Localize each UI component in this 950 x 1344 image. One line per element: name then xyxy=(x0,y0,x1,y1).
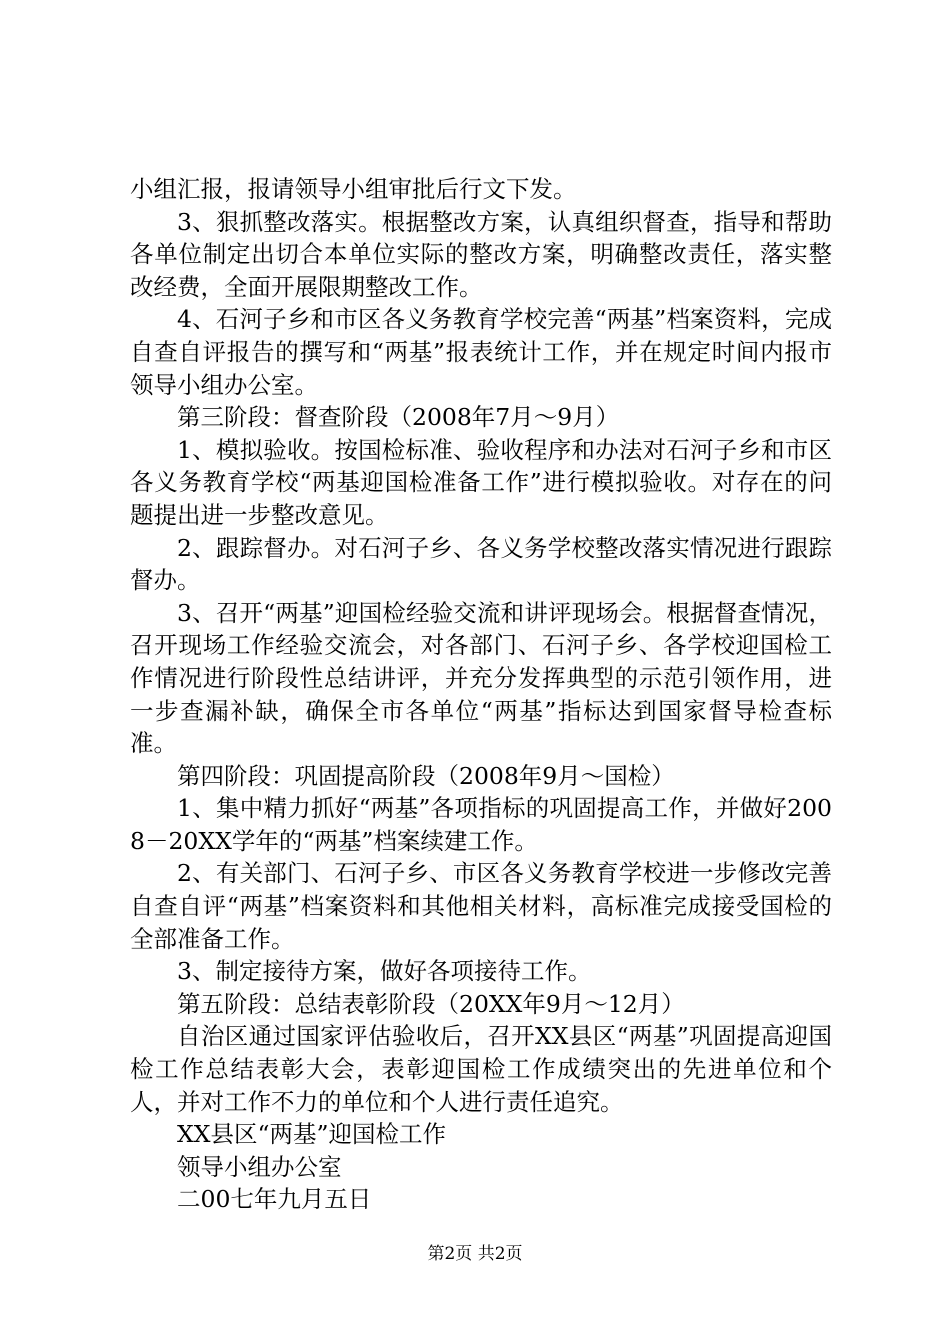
signature-date: 二00七年九月五日 xyxy=(177,1185,372,1214)
paragraph-6: 2、跟踪督办。对石河子乡、各义务学校整改落实情况进行跟踪督办。 xyxy=(130,533,832,595)
paragraph-9: 1、集中精力抓好“两基”各项指标的巩固提高工作，并做好2008－20XX学年的“两基”档案续建工作。 xyxy=(130,794,832,855)
signature-organization: XX县区“两基”迎国检工作 xyxy=(177,1120,446,1149)
signature-office: 领导小组办公室 xyxy=(177,1152,342,1181)
paragraph-1: 小组汇报，报请领导小组审批后行文下发。 xyxy=(130,175,577,203)
paragraph-7: 3、召开“两基”迎国检经验交流和讲评现场会。根据督查情况，召开现场工作经验交流会，对各部门、石河子乡、各学校迎国检工作情况进行阶段性总结讲评，并充分发挥典型的示范引领作用，进一步查漏补缺，确保全市各单位“两基”指标达到国家督导检查标准。 xyxy=(130,598,832,758)
paragraph-5: 1、模拟验收。按国检标准、验收程序和办法对石河子乡和市区各义务教育学校“两基迎国检准备工作”进行模拟验收。对存在的问题提出进一步整改意见。 xyxy=(130,435,832,529)
paragraph-10: 2、有关部门、石河子乡、市区各义务教育学校进一步修改完善自查自评“两基”档案资料和其他相关材料，高标准完成接受国检的全部准备工作。 xyxy=(130,859,832,953)
section-heading-5: 第五阶段：总结表彰阶段（20XX年9月～12月） xyxy=(177,989,685,1018)
section-heading-4: 第四阶段：巩固提高阶段（2008年9月～国检） xyxy=(177,761,675,790)
section-heading-3: 第三阶段：督查阶段（2008年7月～9月） xyxy=(177,403,620,432)
paragraph-11: 3、制定接待方案，做好各项接待工作。 xyxy=(177,957,592,986)
paragraph-13: 自治区通过国家评估验收后，召开XX县区“两基”巩固提高迎国检工作总结表彰大会，表彰迎国检工作成绩突出的先进单位和个人，并对工作不力的单位和个人进行责任追究。 xyxy=(130,1022,832,1116)
paragraph-3: 4、石河子乡和市区各义务教育学校完善“两基”档案资料，完成自查自评报告的撰写和“两基”报表统计工作，并在规定时间内报市领导小组办公室。 xyxy=(130,305,832,399)
page-number-footer: 第2页 共2页 xyxy=(427,1244,523,1264)
document-body xyxy=(130,173,832,1216)
paragraph-2: 3、狠抓整改落实。根据整改方案，认真组织督查，指导和帮助各单位制定出切合本单位实际的整改方案，明确整改责任，落实整改经费，全面开展限期整改工作。 xyxy=(130,207,832,301)
